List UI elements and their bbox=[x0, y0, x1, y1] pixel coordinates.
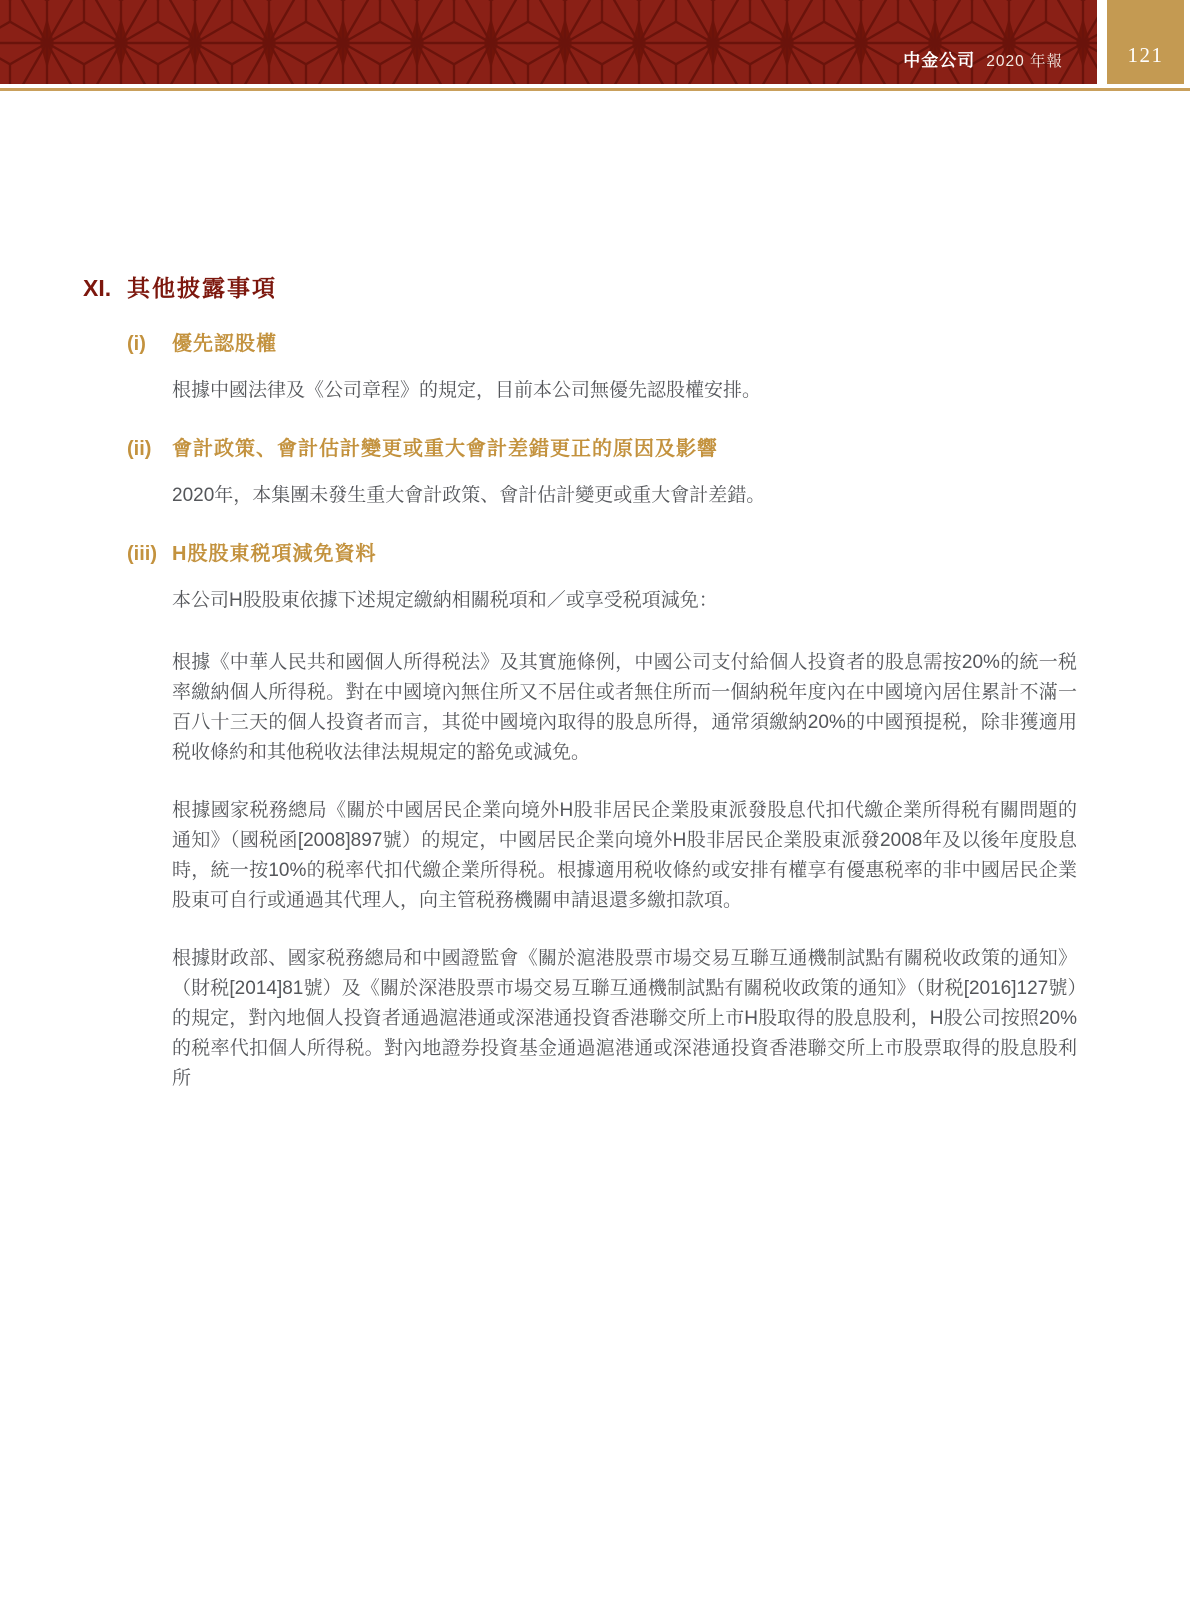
subsection-i bbox=[127, 327, 1077, 406]
page-number: 121 bbox=[1127, 42, 1164, 67]
section-number: XI. bbox=[83, 275, 112, 301]
section-body bbox=[83, 327, 1077, 1094]
paragraph: 2020年，本集團未發生重大會計政策、會計估計變更或重大會計差錯。 bbox=[172, 485, 766, 506]
paragraph: 根據財政部、國家税務總局和中國證監會《關於滬港股票市場交易互聯互通機制試點有關税收政策的通知》（財税[2014]81號）及《關於深港股票市場交易互聯互通機制試點有關税收政策的通知》（財税[2016]127號）的規定，對內地個人投資者通過滬港通或深港通投資香港聯交所上市H股取得的股息股利，H股公司按照20%的税率代扣個人所得税。對內地證券投資基金通過滬港通或深港通投資香港聯交所上市股票取得的股息股利所 bbox=[172, 948, 1077, 1089]
report-title: 2020 年報 bbox=[986, 53, 1063, 70]
subsection-iii-heading bbox=[127, 537, 1077, 566]
subsection-ii-heading bbox=[127, 432, 1077, 461]
subsection-ii-body bbox=[127, 481, 1077, 511]
header-text bbox=[903, 46, 1063, 71]
content-area bbox=[83, 270, 1077, 1120]
subsection-ii bbox=[127, 432, 1077, 511]
paragraph: 根據中國法律及《公司章程》的規定，目前本公司無優先認股權安排。 bbox=[172, 380, 762, 401]
section-title: 其他披露事項 bbox=[127, 275, 277, 301]
header-band bbox=[0, 0, 1097, 84]
subsection-ii-label: (ii) bbox=[127, 438, 152, 460]
subsection-i-body bbox=[127, 376, 1077, 406]
subsection-i-label: (i) bbox=[127, 333, 146, 355]
subsection-ii-title: 會計政策、會計估計變更或重大會計差錯更正的原因及影響 bbox=[172, 438, 718, 460]
subsection-iii-title: H股股東税項減免資料 bbox=[172, 543, 377, 565]
subsection-iii-body bbox=[127, 586, 1077, 1094]
subsection-iii-label: (iii) bbox=[127, 543, 157, 565]
header-divider-rule bbox=[0, 88, 1190, 91]
asanoha-pattern-icon bbox=[0, 0, 1097, 84]
page-number-box bbox=[1107, 0, 1184, 84]
company-name: 中金公司 bbox=[903, 51, 976, 70]
paragraph: 根據《中華人民共和國個人所得税法》及其實施條例，中國公司支付給個人投資者的股息需按20%的統一税率繳納個人所得税。對在中國境內無住所又不居住或者無住所而一個納税年度內在中國境內居住累計不滿一百八十三天的個人投資者而言，其從中國境內取得的股息所得，通常須繳納20%的中國預提税，除非獲適用税收條約和其他税收法律法規規定的豁免或減免。 bbox=[172, 652, 1077, 763]
subsection-i-heading bbox=[127, 327, 1077, 356]
section-heading bbox=[83, 270, 1077, 303]
subsection-i-title: 優先認股權 bbox=[172, 333, 277, 355]
paragraph: 本公司H股股東依據下述規定繳納相關税項和／或享受税項減免： bbox=[172, 590, 718, 611]
paragraph: 根據國家税務總局《關於中國居民企業向境外H股非居民企業股東派發股息代扣代繳企業所得税有關問題的通知》（國税函[2008]897號）的規定，中國居民企業向境外H股非居民企業股東派發2008年及以後年度股息時，統一按10%的税率代扣代繳企業所得税。根據適用税收條約或安排有權享有優惠税率的非中國居民企業股東可自行或通過其代理人，向主管税務機關申請退還多繳扣款項。 bbox=[172, 800, 1077, 911]
subsection-iii bbox=[127, 537, 1077, 1094]
